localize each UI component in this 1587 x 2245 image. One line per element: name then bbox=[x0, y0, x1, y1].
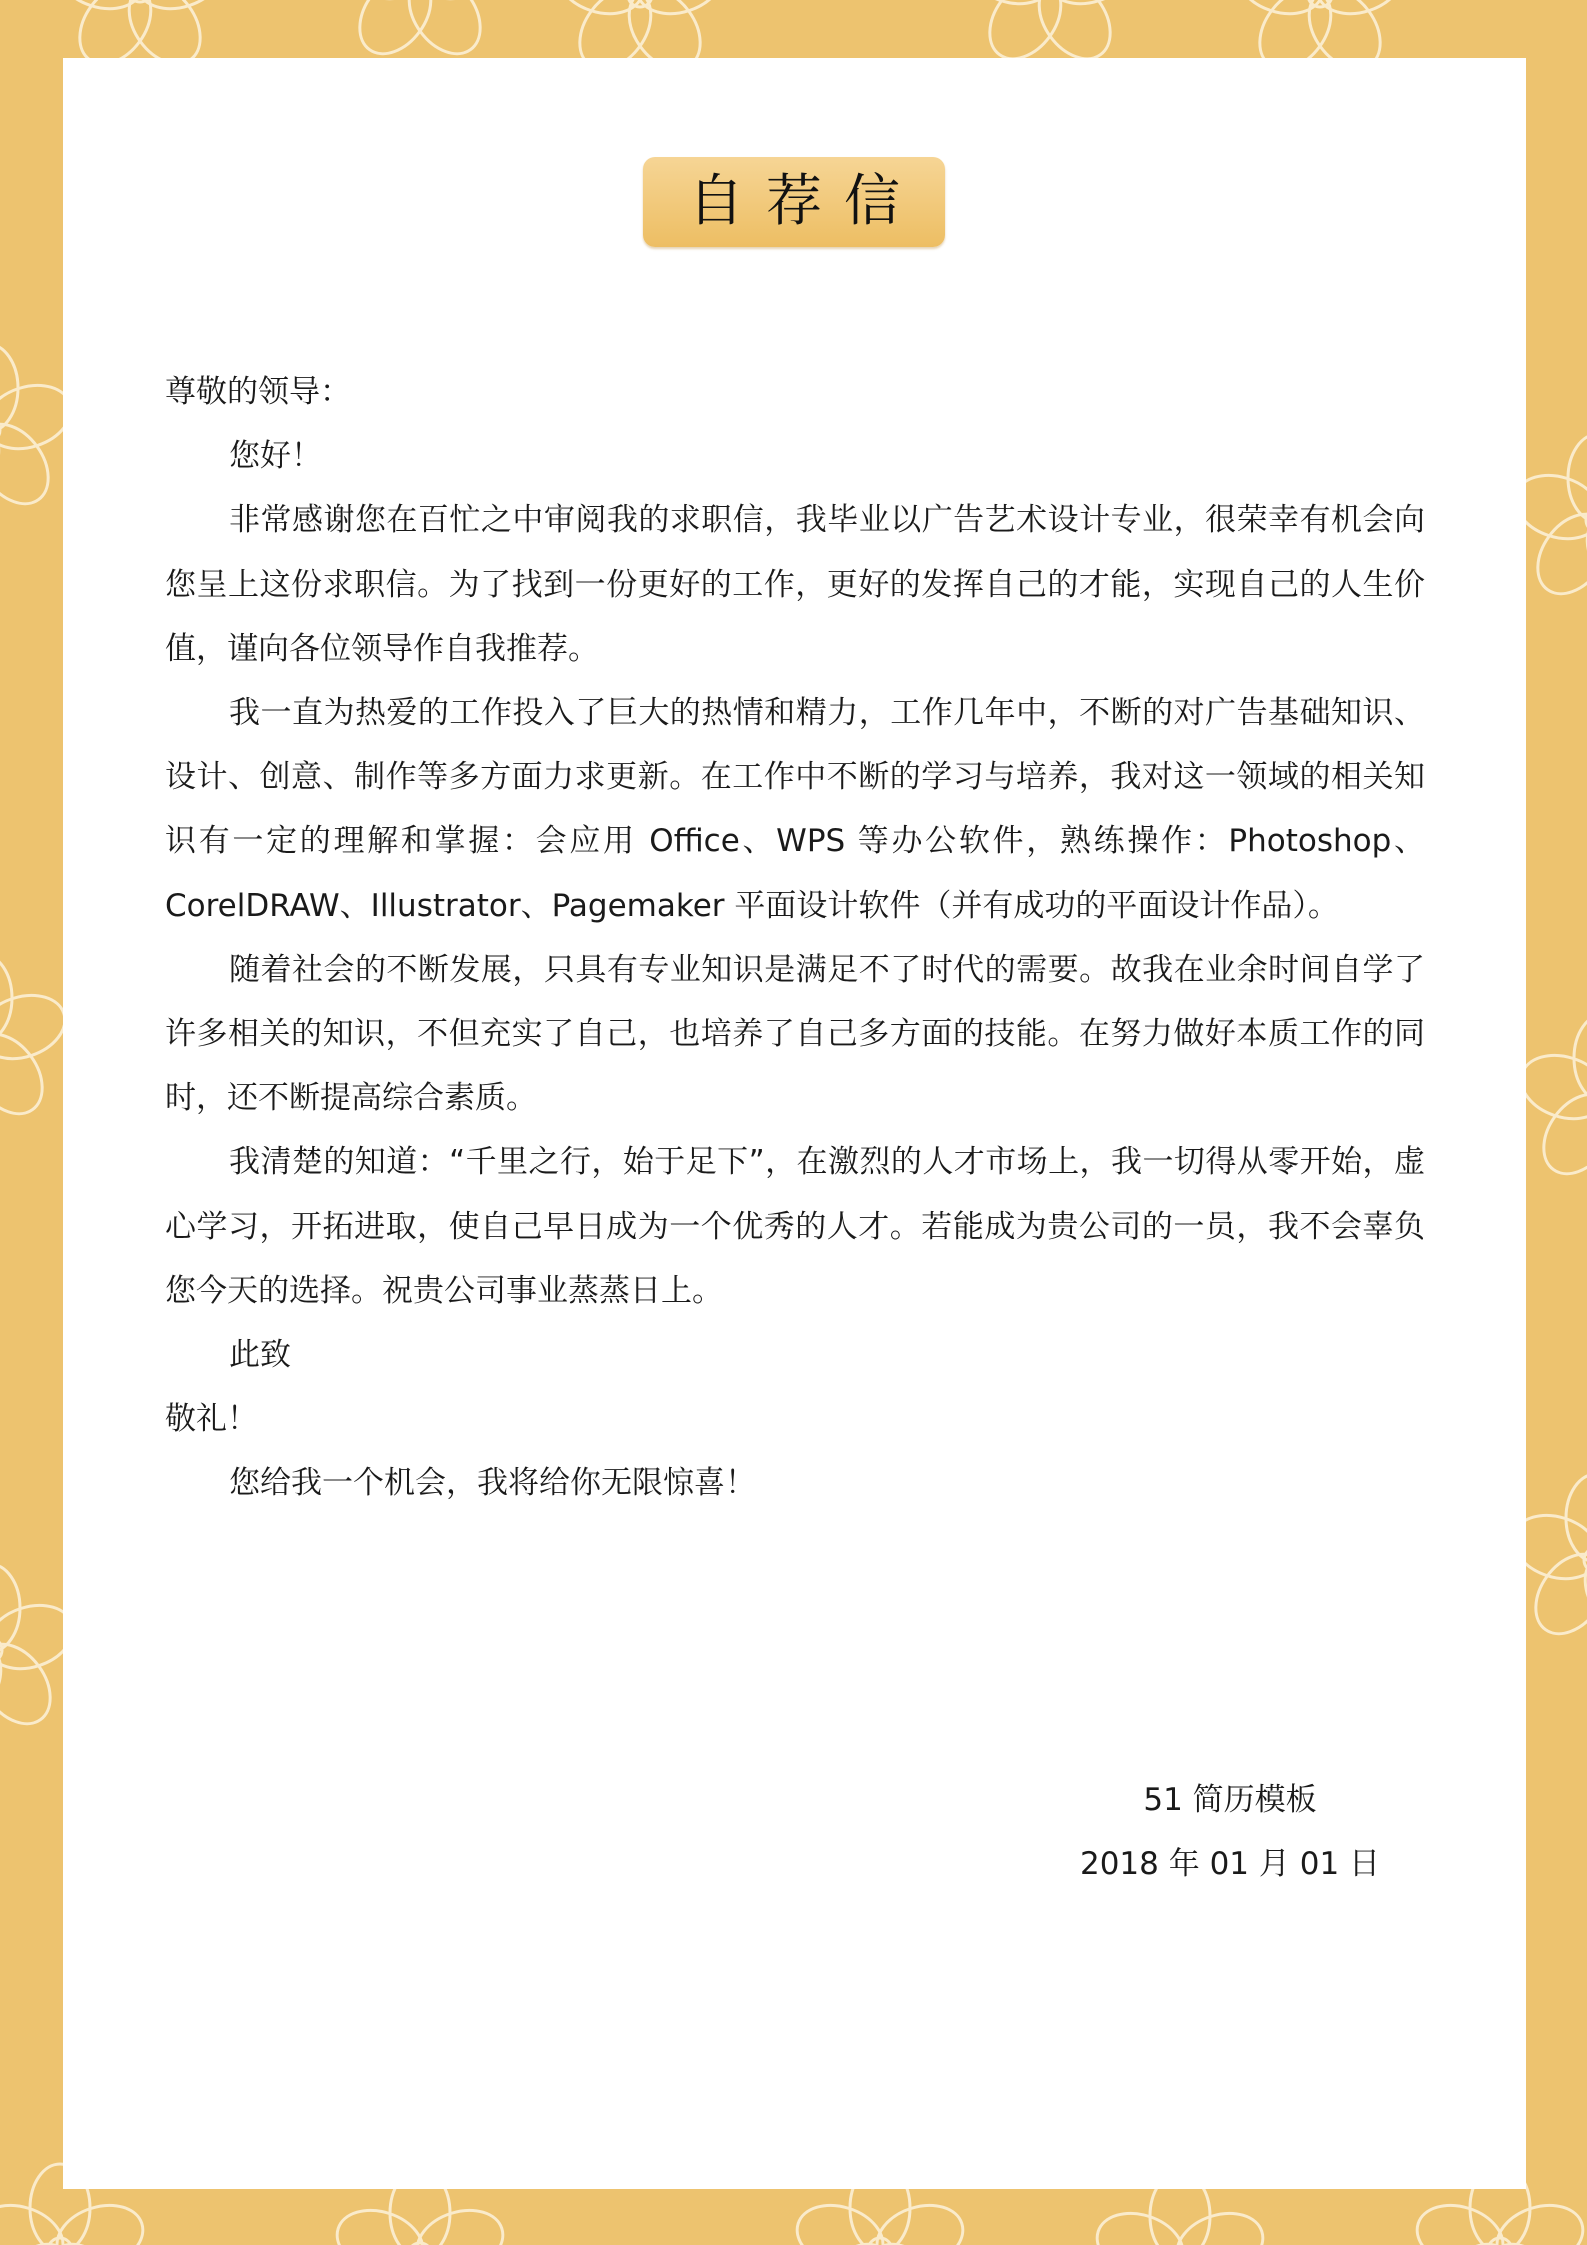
signature-date: 2018 年 01 月 01 日 bbox=[1079, 1846, 1381, 1883]
title-badge bbox=[643, 157, 945, 247]
greeting: 您好！ bbox=[229, 438, 322, 475]
signature-block bbox=[1060, 1768, 1400, 1896]
paragraph-4: 我清楚的知道：“千里之行，始于足下”，在激烈的人才市场上，我一切得从零开始，虚心学习，开拓进取，使自己早日成为一个优秀的人才。若能成为贵公司的一员，我不会辜负您今天的选择。祝贵公司事业蒸蒸日上。 bbox=[165, 1144, 1425, 1309]
salutation: 尊敬的领导： bbox=[165, 374, 351, 410]
letter-body bbox=[165, 360, 1425, 1516]
respect-line: 敬礼！ bbox=[165, 1401, 258, 1438]
paragraph-2: 我一直为热爱的工作投入了巨大的热情和精力，工作几年中，不断的对广告基础知识、设计、创意、制作等多方面力求更新。在工作中不断的学习与培养，我对这一领域的相关知识有一定的理解和掌握：会应用 Office、WPS 等办公软件，熟练操作：Photoshop、CorelDRAW、Illustrator、Pagemaker 平面设计软件（并有成功的平面设计作品）。 bbox=[165, 695, 1425, 924]
paragraph-3: 随着社会的不断发展，只具有专业知识是满足不了时代的需要。故我在业余时间自学了许多相关的知识，不但充实了自己，也培养了自己多方面的技能。在努力做好本质工作的同时，还不断提高综合素质。 bbox=[165, 951, 1425, 1117]
postscript: 您给我一个机会，我将给你无限惊喜！ bbox=[229, 1465, 756, 1502]
closing-line: 此致 bbox=[229, 1337, 291, 1374]
paragraph-1: 非常感谢您在百忙之中审阅我的求职信，我毕业以广告艺术设计专业，很荣幸有机会向您呈上这份求职信。为了找到一份更好的工作，更好的发挥自己的才能，实现自己的人生价值，谨向各位领导作自我推荐。 bbox=[165, 502, 1425, 667]
page-title: 自荐信 bbox=[688, 169, 922, 234]
signature-name: 51 简历模板 bbox=[1143, 1782, 1317, 1818]
